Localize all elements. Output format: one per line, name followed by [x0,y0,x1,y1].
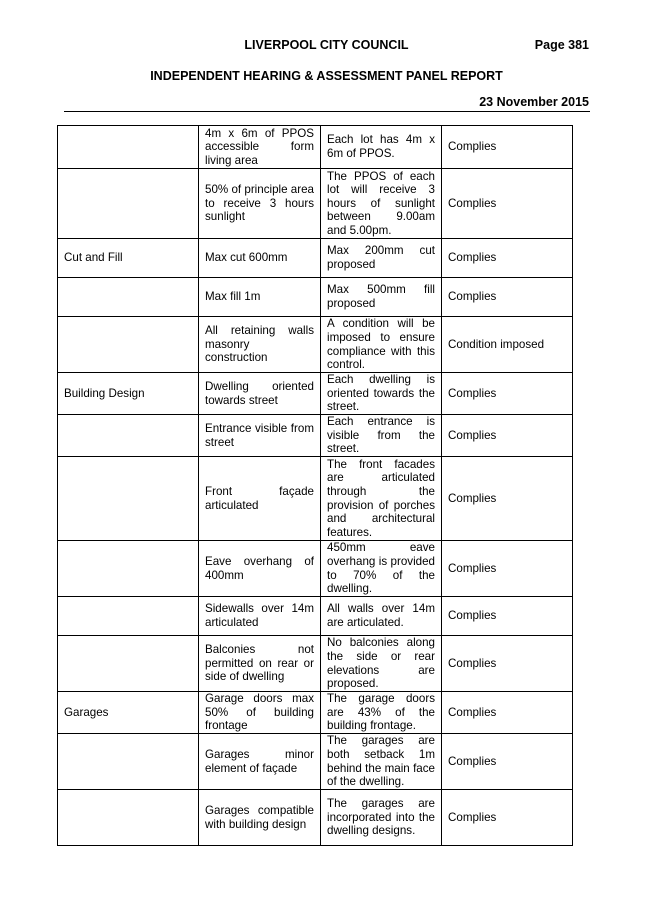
category-cell [58,597,199,636]
header-rule [64,111,590,112]
category-cell [58,126,199,169]
category-cell [58,278,199,317]
compliance-cell: Complies [442,734,573,790]
compliance-cell: Complies [442,541,573,597]
proposed-cell: The garages are both setback 1m behind the main face of the dwelling. [321,734,442,790]
compliance-cell: Complies [442,169,573,239]
table-row [58,734,573,790]
category-cell: Cut and Fill [58,239,199,278]
table-row [58,278,573,317]
report-title: INDEPENDENT HEARING & ASSESSMENT PANEL REPORT [150,69,503,83]
category-cell: Building Design [58,373,199,415]
table-row [58,692,573,734]
table-row [58,415,573,457]
table-row [58,541,573,597]
control-cell: 4m x 6m of PPOS accessible form living area [199,126,321,169]
compliance-cell: Complies [442,373,573,415]
compliance-cell: Complies [442,278,573,317]
control-cell: Garages minor element of façade [199,734,321,790]
control-cell: Max cut 600mm [199,239,321,278]
assessment-table [57,125,573,846]
proposed-cell: The garage doors are 43% of the building frontage. [321,692,442,734]
proposed-cell: A condition will be imposed to ensure compliance with this control. [321,317,442,373]
category-cell [58,541,199,597]
compliance-cell: Complies [442,126,573,169]
proposed-cell: No balconies along the side or rear elevations are proposed. [321,636,442,692]
table-row [58,636,573,692]
proposed-cell: Each dwelling is oriented towards the street. [321,373,442,415]
category-cell [58,790,199,846]
category-cell [58,415,199,457]
proposed-cell: Each lot has 4m x 6m of PPOS. [321,126,442,169]
table-row [58,790,573,846]
table-row [58,317,573,373]
compliance-cell: Complies [442,239,573,278]
page-number: Page 381 [534,38,589,52]
control-cell: Entrance visible from street [199,415,321,457]
proposed-cell: The garages are incorporated into the dwelling designs. [321,790,442,846]
category-cell: Garages [58,692,199,734]
control-cell: Max fill 1m [199,278,321,317]
compliance-cell: Complies [442,415,573,457]
control-cell: Garage doors max 50% of building frontage [199,692,321,734]
compliance-cell: Complies [442,790,573,846]
control-cell: 50% of principle area to receive 3 hours sunlight [199,169,321,239]
control-cell: Front façade articulated [199,457,321,541]
compliance-cell: Complies [442,636,573,692]
compliance-cell: Complies [442,692,573,734]
table-row [58,457,573,541]
report-date: 23 November 2015 [479,95,589,109]
proposed-cell: Max 500mm fill proposed [321,278,442,317]
control-cell: All retaining walls masonry construction [199,317,321,373]
proposed-cell: All walls over 14m are articulated. [321,597,442,636]
category-cell [58,457,199,541]
table-row [58,597,573,636]
compliance-cell: Complies [442,597,573,636]
control-cell: Eave overhang of 400mm [199,541,321,597]
table-row [58,373,573,415]
category-cell [58,169,199,239]
proposed-cell: 450mm eave overhang is provided to 70% of the dwelling. [321,541,442,597]
proposed-cell: Max 200mm cut proposed [321,239,442,278]
council-name: LIVERPOOL CITY COUNCIL [244,38,409,52]
compliance-cell: Condition imposed [442,317,573,373]
category-cell [58,734,199,790]
control-cell: Balconies not permitted on rear or side of dwelling [199,636,321,692]
category-cell [58,317,199,373]
proposed-cell: The front facades are articulated through the provision of porches and architectural features. [321,457,442,541]
table-row [58,239,573,278]
category-cell [58,636,199,692]
proposed-cell: Each entrance is visible from the street. [321,415,442,457]
proposed-cell: The PPOS of each lot will receive 3 hours of sunlight between 9.00am and 5.00pm. [321,169,442,239]
control-cell: Garages compatible with building design [199,790,321,846]
control-cell: Sidewalls over 14m articulated [199,597,321,636]
control-cell: Dwelling oriented towards street [199,373,321,415]
compliance-cell: Complies [442,457,573,541]
table-row [58,126,573,169]
table-row [58,169,573,239]
